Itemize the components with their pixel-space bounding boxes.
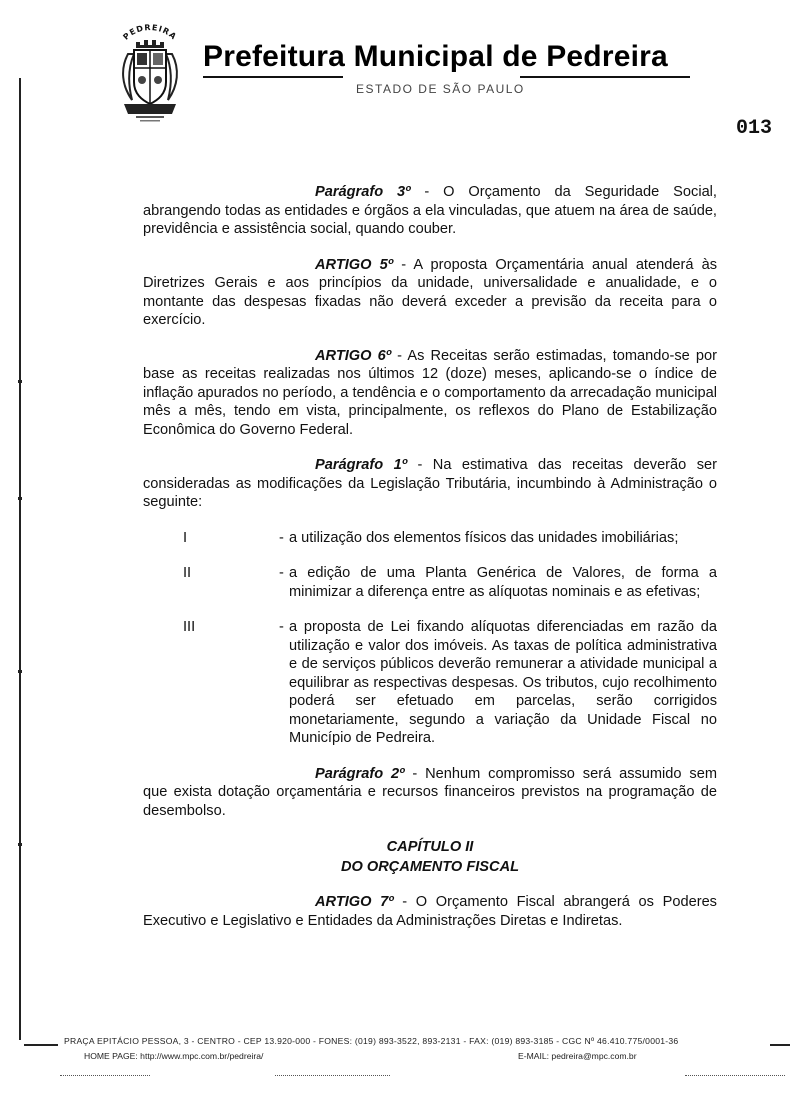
header-rule xyxy=(520,76,690,78)
paragraph xyxy=(143,765,717,821)
scan-artifact xyxy=(60,1075,150,1077)
crest-lettering: PEDREIRA xyxy=(121,24,179,42)
paragraph xyxy=(143,893,717,930)
chapter-subtitle: DO ORÇAMENTO FISCAL xyxy=(340,859,520,875)
paragraph-text: - Nenhum compromisso será assumido sem que exista dotação orçamentária e recursos financeiros previstos na programação de desembolso. xyxy=(143,765,717,819)
margin-tick xyxy=(18,497,22,500)
municipal-crest-icon xyxy=(116,24,184,124)
margin-tick xyxy=(18,380,22,383)
paragraph-text: - O Orçamento da Seguridade Social, abrangendo todas as entidades e órgãos a ela vinculadas, que atuem na área de saúde, previdência e assistência social, quando couber. xyxy=(143,184,717,237)
list-item-text: a proposta de Lei fixando alíquotas diferenciadas em razão da utilização e valor dos imóveis. As taxas de política administrativa e de serviços públicos deverão remunerar a atividade municipal a equilibrar as respectivas despesas. Os tributos, cujo recolhimento poderá ser efetuado em parcelas, serão corrigidos monetariamente, segundo a variação da Unidade Fiscal no Município de Pedreira. xyxy=(289,619,717,746)
document-body xyxy=(143,183,717,947)
list-item xyxy=(143,618,717,748)
margin-tick xyxy=(18,843,22,846)
list-item-text: a utilização dos elementos físicos das unidades imobiliárias; xyxy=(289,529,679,546)
footer-email: E-MAIL: pedreira@mpc.com.br xyxy=(518,1051,637,1061)
paragraph-text: - As Receitas serão estimadas, tomando-se por base as receitas realizadas nos últimos 12 (doze) meses, aplicando-se o índice de inflação apurados no período, a tendência e o comportamento da arrecadação municipal mês a mês, tendo em vista, principalmente, os reflexos do Plano de Estabilização Econômica do Governo Federal. xyxy=(143,347,717,438)
footer-rule xyxy=(24,1044,58,1046)
list-item xyxy=(143,529,717,548)
list-item xyxy=(143,564,717,601)
paragraph-text: - A proposta Orçamentária anual atenderá às Diretrizes Gerais e aos princípios da unidade, universalidade e anualidade, e o montante das despesas fixadas não deverá exceder a previsão da receita para o exercício. xyxy=(143,256,717,328)
paragraph-heading: Parágrafo 2º xyxy=(315,765,405,782)
footer-homepage: HOME PAGE: http://www.mpc.com.br/pedreira/ xyxy=(84,1051,264,1061)
header-rule xyxy=(203,76,343,78)
list-item-number: III xyxy=(183,619,196,635)
list-item-dash: - xyxy=(279,529,284,546)
scan-artifact xyxy=(275,1075,390,1077)
state-subtitle: ESTADO DE SÃO PAULO xyxy=(356,82,525,96)
list-item-dash: - xyxy=(279,565,284,581)
page-number: 013 xyxy=(736,117,773,140)
paragraph xyxy=(143,347,717,440)
paragraph-text: - Na estimativa das receitas deverão ser consideradas as modificações da Legislação Tributária, incumbindo à Administração o seguinte: xyxy=(143,457,717,510)
binding-margin-line xyxy=(19,78,21,1040)
article-heading: ARTIGO 6º xyxy=(315,347,392,364)
list-item-number: II xyxy=(183,565,192,581)
page-title: Prefeitura Municipal de Pedreira xyxy=(203,40,668,73)
margin-tick xyxy=(18,670,22,673)
footer-rule xyxy=(770,1044,790,1046)
list-item-text: a edição de uma Planta Genérica de Valores, de forma a minimizar a diferença entre as alíquotas nominais e as efetivas; xyxy=(289,565,717,600)
paragraph xyxy=(143,456,717,512)
list-item-number: I xyxy=(183,529,188,546)
paragraph-heading: Parágrafo 3º xyxy=(315,184,411,200)
scan-artifact xyxy=(685,1075,785,1077)
footer-address: PRAÇA EPITÁCIO PESSOA, 3 - CENTRO - CEP 13.920-000 - FONES: (019) 893-3522, 893-2131 - FAX: (019) 893-3185 - CGC Nº 46.410.775/0001-36 xyxy=(64,1036,679,1046)
svg-text:PEDREIRA xyxy=(121,24,178,42)
paragraph xyxy=(143,256,717,330)
chapter-heading xyxy=(143,837,717,877)
paragraph xyxy=(143,183,717,239)
chapter-title: CAPÍTULO II xyxy=(386,839,474,855)
paragraph-text: - O Orçamento Fiscal abrangerá os Poderes Executivo e Legislativo e Entidades da Administrações Diretas e Indiretas. xyxy=(143,894,717,929)
list-item-dash: - xyxy=(279,619,284,635)
paragraph-heading: Parágrafo 1º xyxy=(315,457,408,473)
article-heading: ARTIGO 7º xyxy=(315,894,394,910)
article-heading: ARTIGO 5º xyxy=(315,256,394,273)
